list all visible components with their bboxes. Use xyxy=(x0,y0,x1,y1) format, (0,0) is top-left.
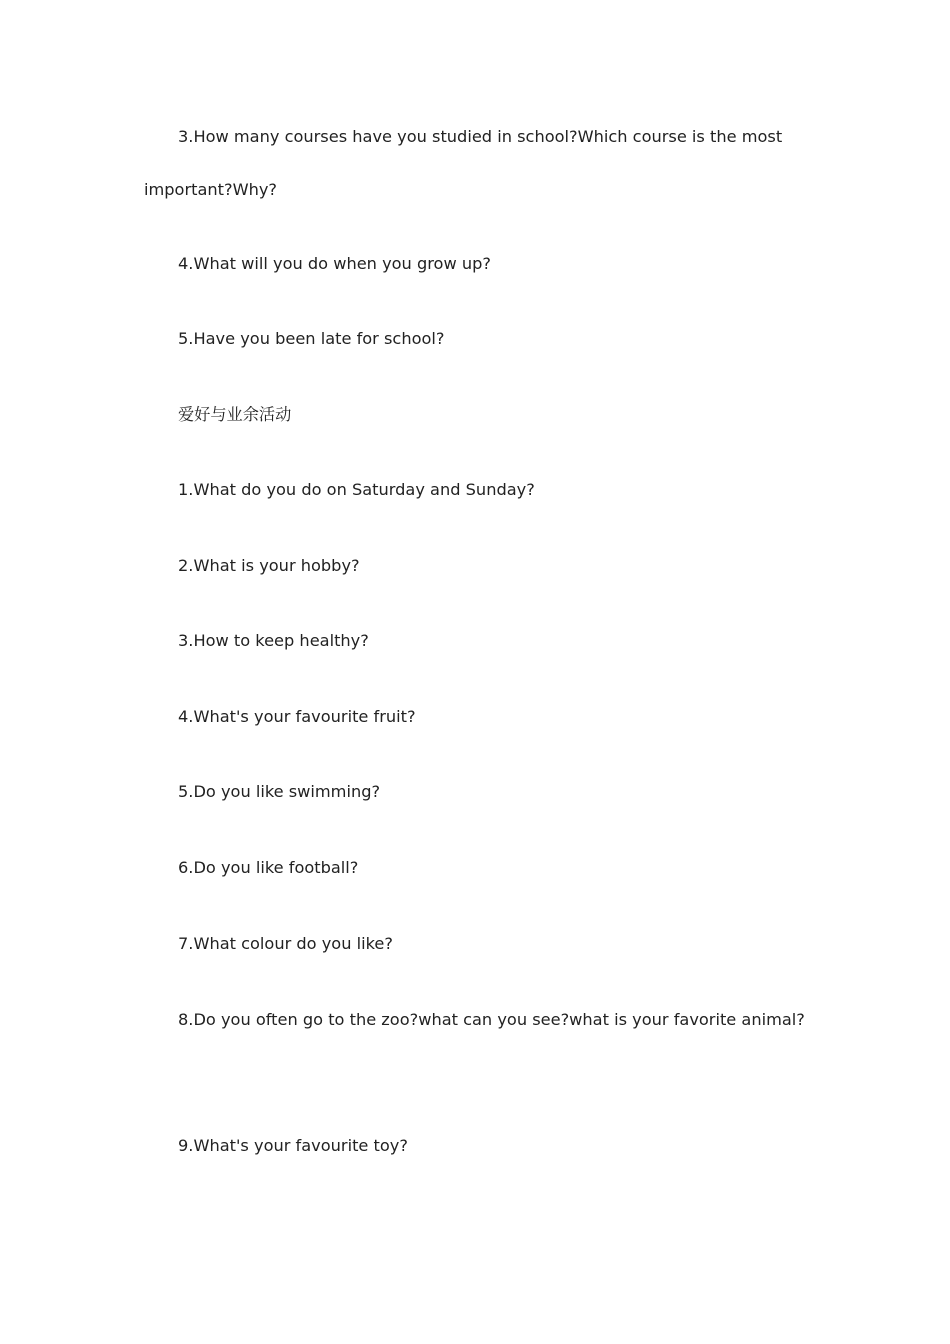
question-favourite-toy: 9.What's your favourite toy? xyxy=(178,1136,408,1155)
section-heading-hobbies: 爱好与业余活动 xyxy=(178,405,292,424)
question-favourite-fruit: 4.What's your favourite fruit? xyxy=(178,707,416,726)
question-school-courses: 3.How many courses have you studied in school?Which course is the most important?Why? xyxy=(144,127,783,199)
question-hobby: 2.What is your hobby? xyxy=(178,556,360,575)
question-weekend: 1.What do you do on Saturday and Sunday? xyxy=(178,480,535,499)
question-grow-up: 4.What will you do when you grow up? xyxy=(178,254,491,273)
question-late-for-school: 5.Have you been late for school? xyxy=(178,329,445,348)
question-football: 6.Do you like football? xyxy=(178,858,359,877)
question-zoo: 8.Do you often go to the zoo?what can you see?what is your favorite animal? xyxy=(178,1010,805,1029)
question-colour: 7.What colour do you like? xyxy=(178,934,393,953)
question-swimming: 5.Do you like swimming? xyxy=(178,782,381,801)
question-keep-healthy: 3.How to keep healthy? xyxy=(178,631,369,650)
